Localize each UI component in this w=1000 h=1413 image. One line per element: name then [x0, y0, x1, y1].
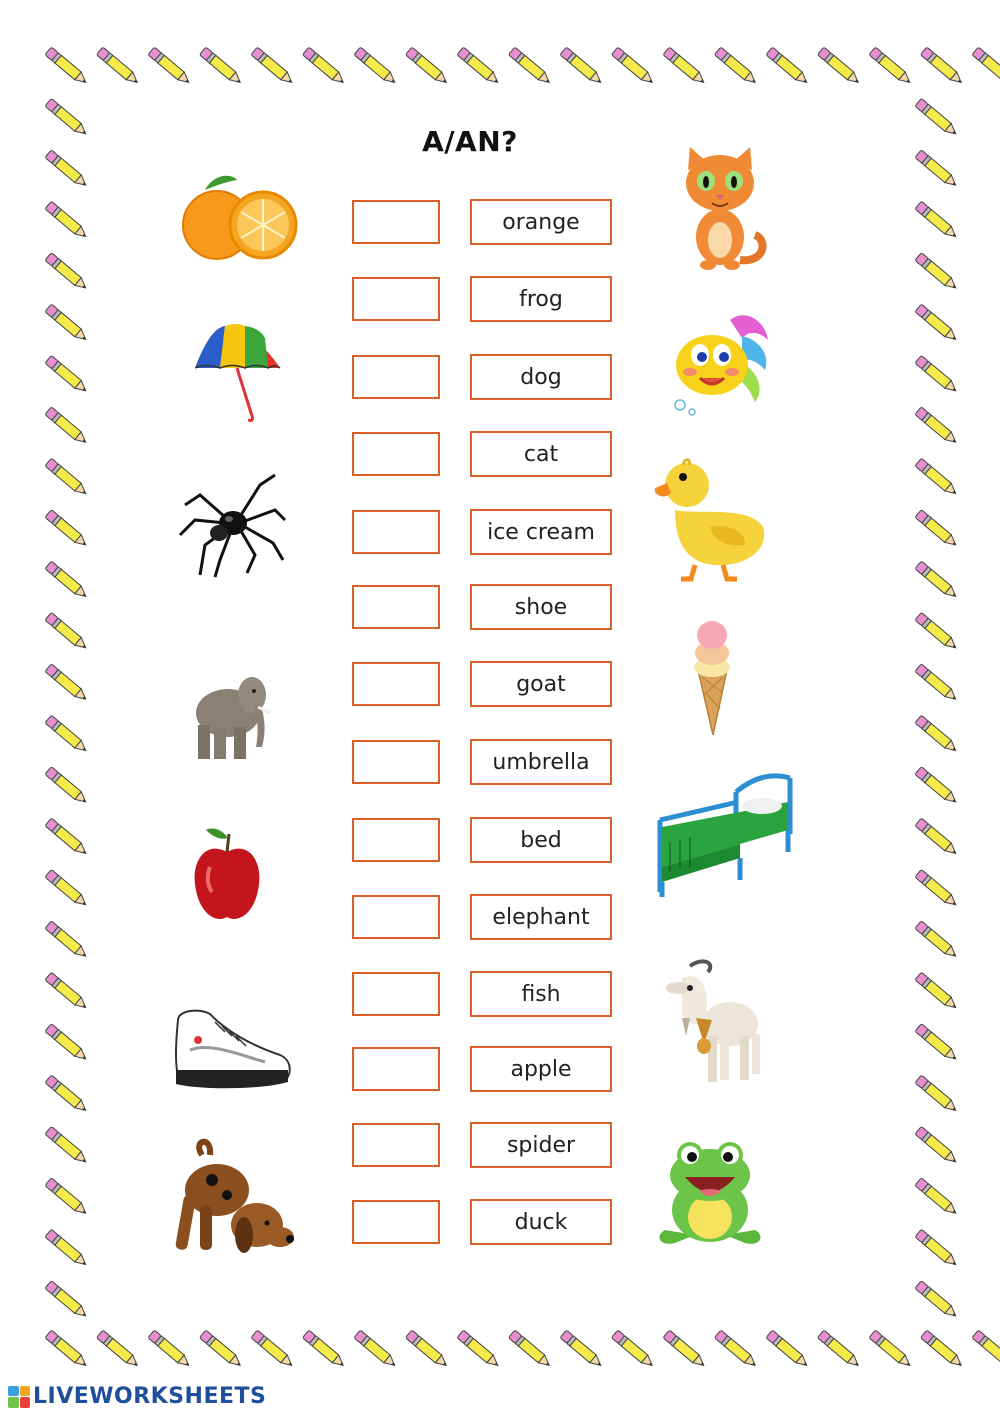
footer-branding	[8, 1384, 266, 1409]
frog-picture	[655, 1135, 765, 1250]
spider-picture	[175, 465, 290, 580]
word-label-cat: cat	[470, 431, 612, 477]
fish-picture	[670, 310, 775, 420]
word-label-duck: duck	[470, 1199, 612, 1245]
bed-picture	[650, 772, 795, 902]
answer-box-elephant[interactable]	[352, 895, 440, 939]
word-label-bed: bed	[470, 817, 612, 863]
answer-box-goat[interactable]	[352, 662, 440, 706]
answer-box-shoe[interactable]	[352, 585, 440, 629]
word-label-orange: orange	[470, 199, 612, 245]
liveworksheets-logo-icon	[8, 1386, 30, 1408]
answer-box-fish[interactable]	[352, 972, 440, 1016]
answer-box-duck[interactable]	[352, 1200, 440, 1244]
word-label-frog: frog	[470, 276, 612, 322]
orange-picture	[175, 170, 300, 265]
brand-name: LIVEWORKSHEETS	[33, 1384, 267, 1409]
word-label-shoe: shoe	[470, 584, 612, 630]
word-label-apple: apple	[470, 1046, 612, 1092]
word-label-ice-cream: ice cream	[470, 509, 612, 555]
word-label-elephant: elephant	[470, 894, 612, 940]
word-label-fish: fish	[470, 971, 612, 1017]
dog-picture	[172, 1135, 297, 1265]
elephant-picture	[190, 665, 275, 765]
word-label-goat: goat	[470, 661, 612, 707]
umbrella-picture	[190, 318, 285, 423]
answer-box-orange[interactable]	[352, 200, 440, 244]
answer-box-spider[interactable]	[352, 1123, 440, 1167]
word-label-umbrella: umbrella	[470, 739, 612, 785]
duck-picture	[655, 455, 770, 585]
answer-box-umbrella[interactable]	[352, 740, 440, 784]
word-label-spider: spider	[470, 1122, 612, 1168]
answer-box-bed[interactable]	[352, 818, 440, 862]
page-title: A/AN?	[422, 125, 518, 158]
answer-box-apple[interactable]	[352, 1047, 440, 1091]
answer-box-cat[interactable]	[352, 432, 440, 476]
shoe-picture	[170, 1000, 295, 1095]
ice-cream-picture	[690, 615, 735, 740]
answer-box-ice-cream[interactable]	[352, 510, 440, 554]
word-label-dog: dog	[470, 354, 612, 400]
apple-picture	[190, 822, 265, 927]
goat-picture	[660, 958, 765, 1088]
answer-box-frog[interactable]	[352, 277, 440, 321]
answer-box-dog[interactable]	[352, 355, 440, 399]
cat-picture	[680, 145, 775, 275]
